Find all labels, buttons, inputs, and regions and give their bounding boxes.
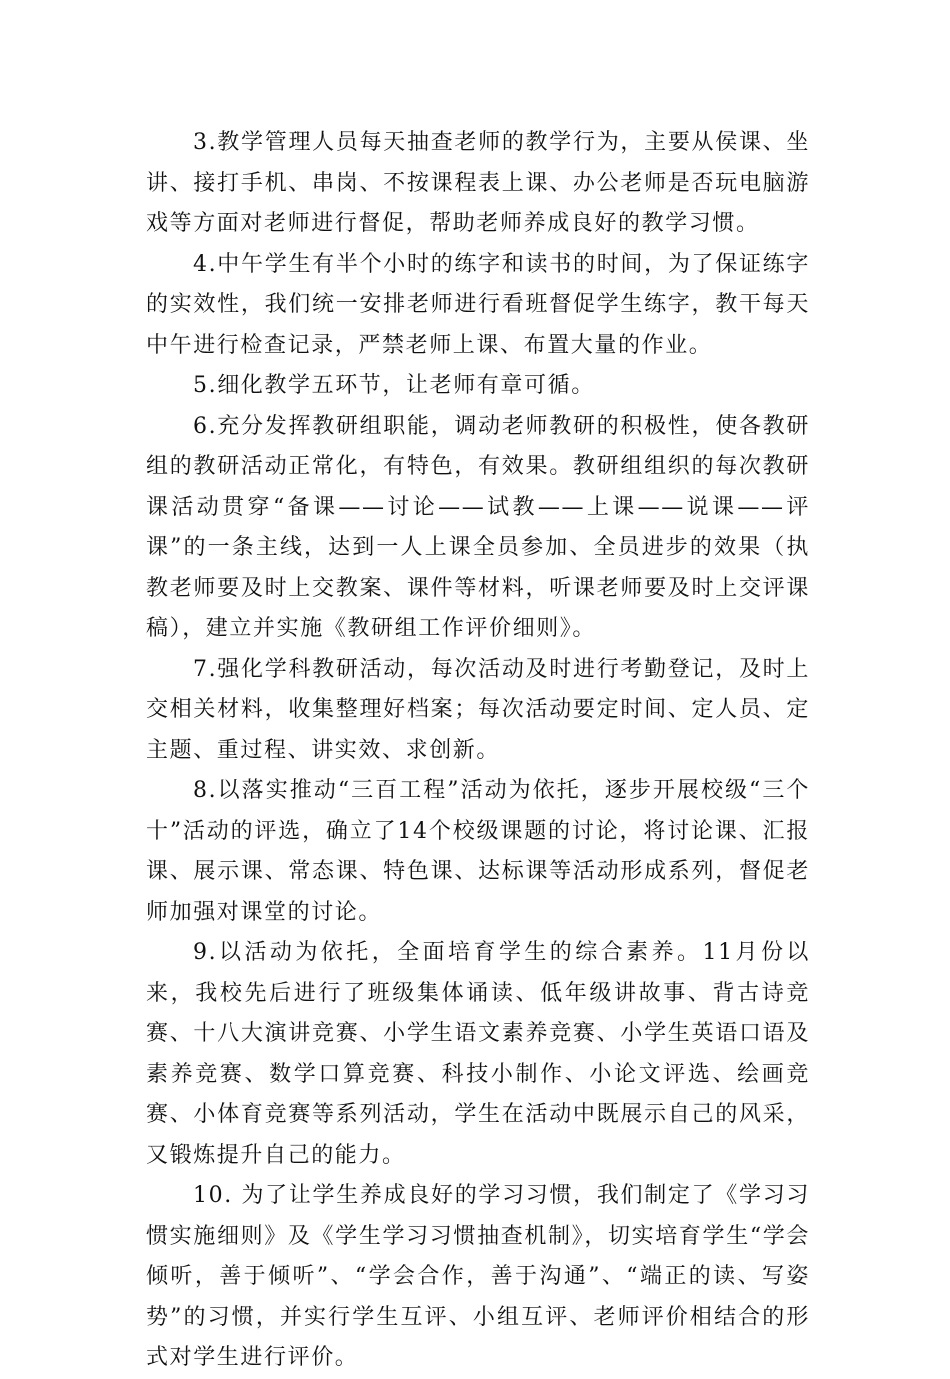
- document-body: [146, 123, 810, 1379]
- paragraph-3: 3.教学管理人员每天抽查老师的教学行为，主要从侯课、坐讲、接打手机、串岗、不按课程表上课、办公老师是否玩电脑游戏等方面对老师进行督促，帮助老师养成良好的教学习惯。: [146, 130, 810, 236]
- paragraph-7: 7.强化学科教研活动，每次活动及时进行考勤登记，及时上交相关材料，收集整理好档案；每次活动要定时间、定人员、定主题、重过程、讲实效、求创新。: [146, 656, 810, 763]
- paragraph-5: 5.细化教学五环节，让老师有章可循。: [193, 373, 595, 398]
- paragraph-9: 9.以活动为依托，全面培育学生的综合素养。11月份以来，我校先后进行了班级集体诵读、低年级讲故事、背古诗竞赛、十八大演讲竞赛、小学生语文素养竞赛、小学生英语口语及素养竞赛、数学口算竞赛、科技小制作、小论文评选、绘画竞赛、小体育竞赛等系列活动，学生在活动中既展示自己的风采，又锻炼提升自己的能力。: [146, 940, 810, 1168]
- paragraph-4: 4.中午学生有半个小时的练字和读书的时间，为了保证练字的实效性，我们统一安排老师进行看班督促学生练字，教干每天中午进行检查记录，严禁老师上课、布置大量的作业。: [146, 251, 810, 358]
- paragraph-6: 6.充分发挥教研组职能，调动老师教研的积极性，使各教研组的教研活动正常化，有特色，有效果。教研组组织的每次教研课活动贯穿“备课——讨论——试教——上课——说课——评课”的一条主线，达到一人上课全员参加、全员进步的效果（执教老师要及时上交教案、课件等材料，听课老师要及时上交评课稿），建立并实施《教研组工作评价细则》。: [146, 413, 810, 641]
- paragraph-8: 8.以落实推动“三百工程”活动为依托，逐步开展校级“三个十”活动的评选，确立了14个校级课题的讨论，将讨论课、汇报课、展示课、常态课、特色课、达标课等活动形成系列，督促老师加强对课堂的讨论。: [146, 778, 810, 925]
- paragraph-10: 10. 为了让学生养成良好的学习习惯，我们制定了《学习习惯实施细则》及《学生学习习惯抽查机制》，切实培育学生“学会倾听，善于倾听”、“学会合作，善于沟通”、“端正的读、写姿势”的习惯，并实行学生互评、小组互评、老师评价相结合的形式对学生进行评价。: [146, 1183, 810, 1370]
